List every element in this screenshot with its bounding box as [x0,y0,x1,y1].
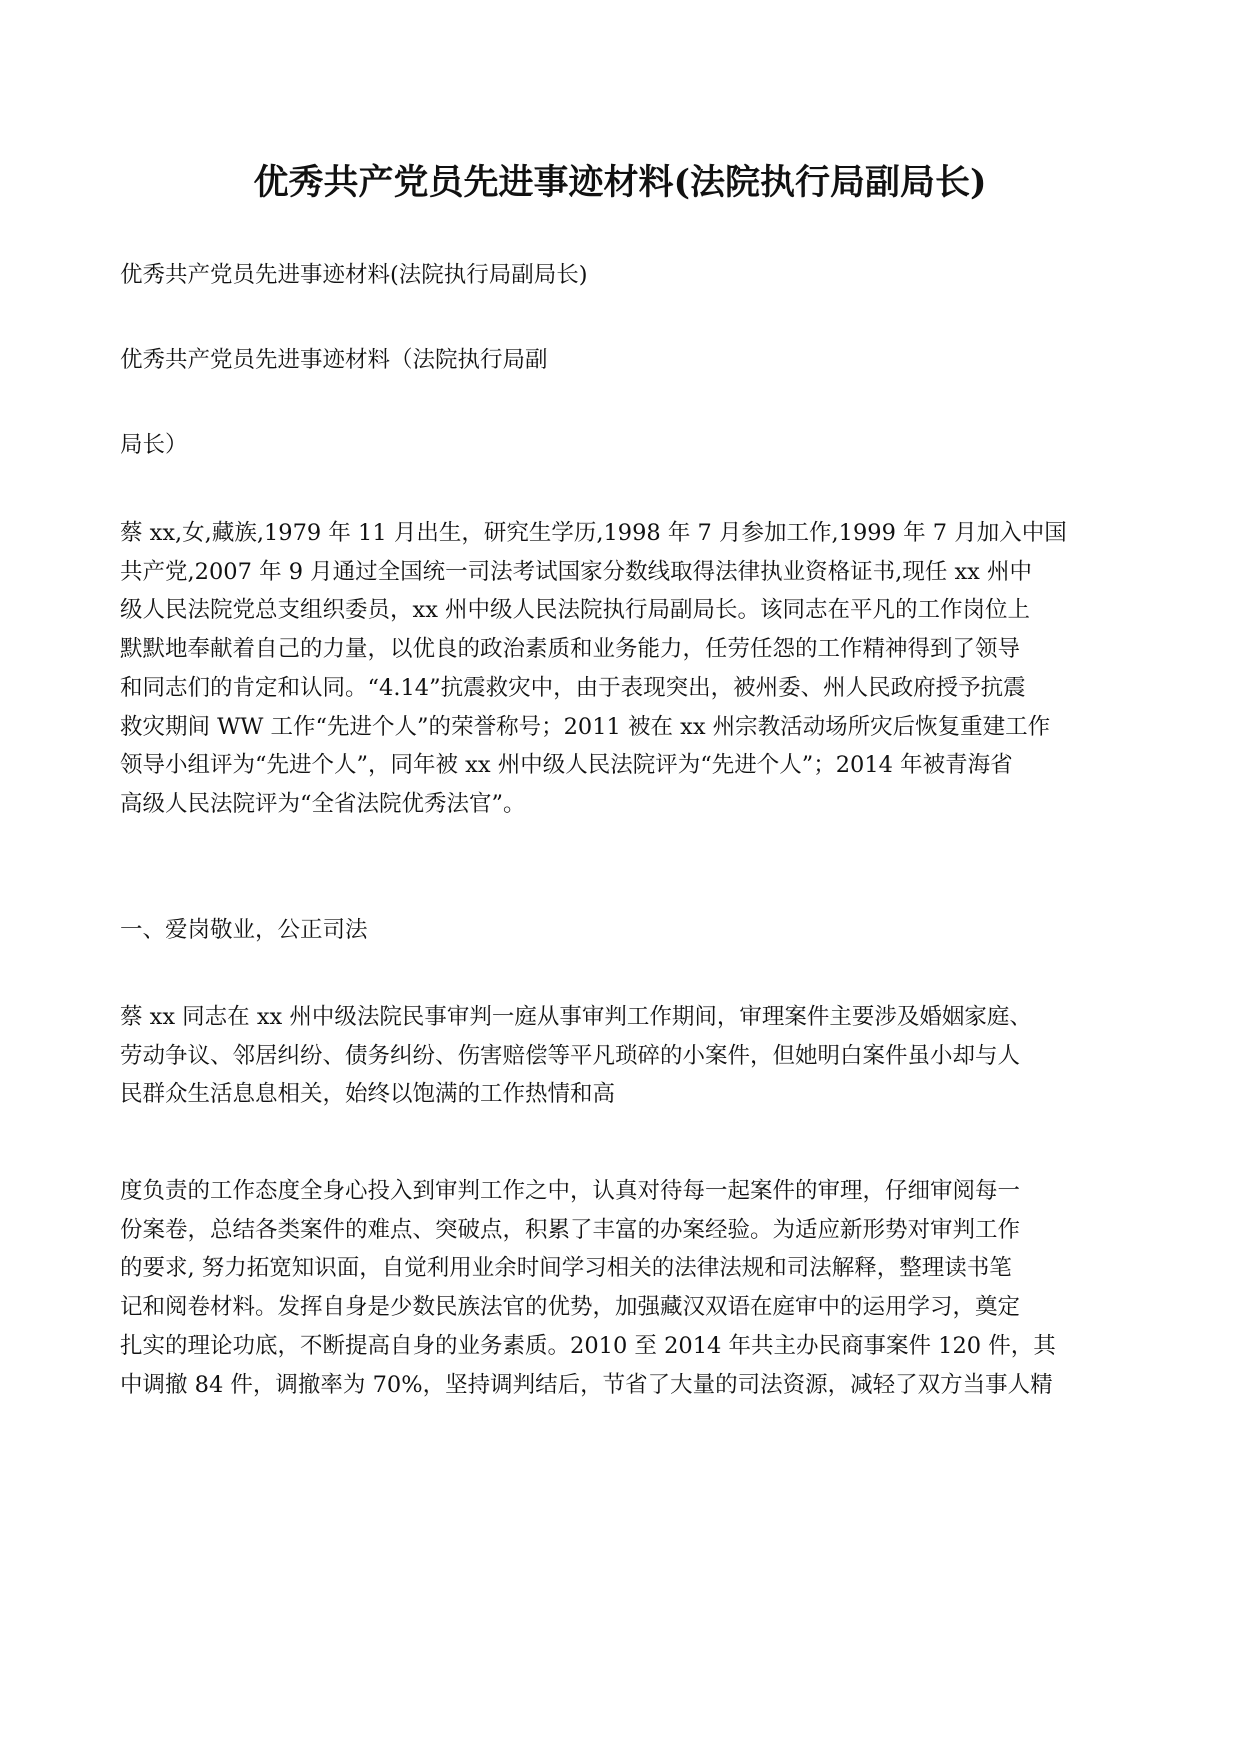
text-line: 共产党,2007 年 9 月通过全国统一司法考试国家分数线取得法律执业资格证书,现任 xx 州中 [120,558,1033,585]
text-line: 高级人民法院评为“全省法院优秀法官”。 [120,790,526,817]
section-heading: 一、爱岗敬业，公正司法 [120,917,368,943]
paragraph-section1-b [120,1172,1115,1404]
subtitle-line-3: 局长） [120,432,188,458]
text-line: 份案卷，总结各类案件的难点、突破点，积累了丰富的办案经验。为适应新形势对审判工作 [120,1216,1021,1243]
text-line: 蔡 xx 同志在 xx 州中级法院民事审判一庭从事审判工作期间，审理案件主要涉及婚姻家庭、 [120,1004,1032,1030]
paragraph-section1-a [120,998,1115,1114]
text-line: 记和阅卷材料。发挥自身是少数民族法官的优势，加强藏汉双语在庭审中的运用学习，奠定 [120,1294,1021,1321]
text-line: 和同志们的肯定和认同。“4.14”抗震救灾中，由于表现突出，被州委、州人民政府授予抗震 [120,674,1026,701]
text-line: 劳动争议、邻居纠纷、债务纠纷、伤害赔偿等平凡琐碎的小案件，但她明白案件虽小却与人 [120,1042,1021,1069]
text-line: 扎实的理论功底，不断提高自身的业务素质。2010 至 2014 年共主办民商事案件 120 件，其 [120,1332,1056,1359]
text-line: 默默地奉献着自己的力量，以优良的政治素质和业务能力，任劳任怨的工作精神得到了领导 [120,636,1021,663]
text-line: 度负责的工作态度全身心投入到审判工作之中，认真对待每一起案件的审理，仔细审阅每一 [120,1178,1021,1204]
text-line: 蔡 xx,女,藏族,1979 年 11 月出生，研究生学历,1998 年 7 月参加工作,1999 年 7 月加入中国 [120,520,1067,546]
text-line: 领导小组评为“先进个人”，同年被 xx 州中级人民法院评为“先进个人”；2014 年被青海省 [120,752,1013,779]
text-line: 中调撤 84 件，调撤率为 70%，坚持调判结后，节省了大量的司法资源，减轻了双方当事人精 [120,1371,1053,1398]
text-line: 救灾期间 WW 工作“先进个人”的荣誉称号；2011 被在 xx 州宗教活动场所灾后恢复重建工作 [120,713,1051,740]
subtitle-line-2: 优秀共产党员先进事迹材料（法院执行局副 [120,347,548,373]
subtitle-line: 优秀共产党员先进事迹材料(法院执行局副局长) [120,262,588,288]
text-line: 级人民法院党总支组织委员，xx 州中级人民法院执行局副局长。该同志在平凡的工作岗位上 [120,597,1031,624]
paragraph-intro [120,514,1115,824]
text-line: 的要求, 努力拓宽知识面，自觉利用业余时间学习相关的法律法规和司法解释，整理读书笔 [120,1255,1012,1282]
document-title: 优秀共产党员先进事迹材料(法院执行局副局长) [253,162,987,203]
text-line: 民群众生活息息相关，始终以饱满的工作热情和高 [120,1081,616,1108]
